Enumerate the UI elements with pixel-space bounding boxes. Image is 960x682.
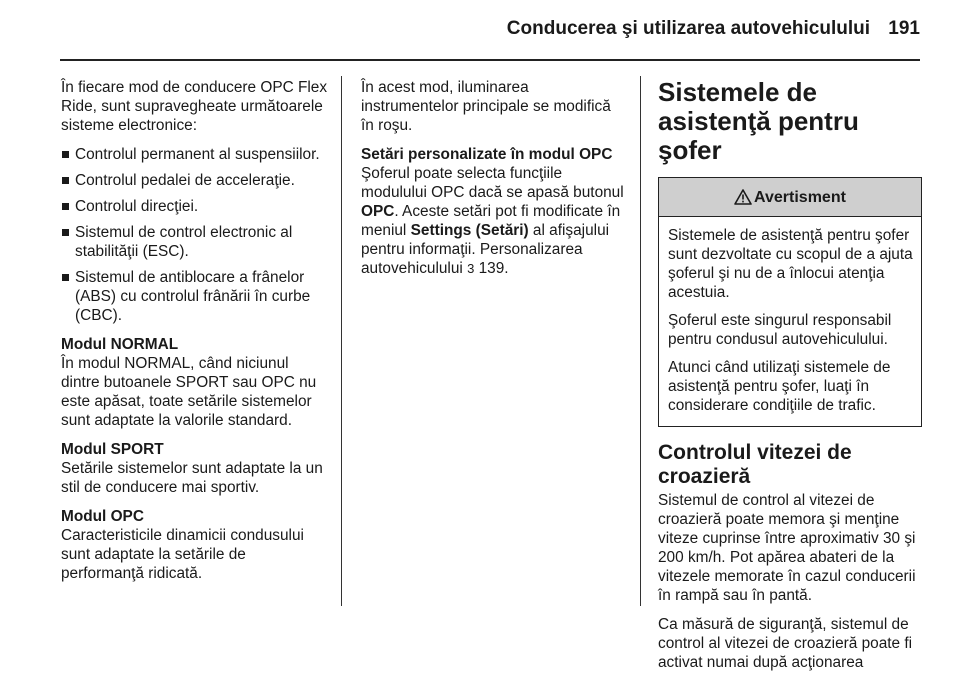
bullet-square-icon [62, 203, 69, 210]
warning-label: Avertisment [754, 188, 846, 206]
list-item: Controlul pedalei de acceleraţie. [61, 171, 331, 190]
normal-mode-text: În modul NORMAL, când niciunul dintre butoanele SPORT sau OPC nu este apăsat, toate setările sistemelor sunt adaptate la valorile standard. [61, 355, 317, 429]
cruise-control-paragraph: Ca măsură de siguranţă, sistemul de control al vitezei de croazieră poate fi activat numai după acţionarea [658, 616, 913, 671]
warning-paragraph: Sistemele de asistenţă pentru şofer sunt dezvoltate cu scopul de a ajuta şoferul şi nu de a înlocui atenţia acestuia. [668, 227, 913, 301]
column-2 [361, 78, 626, 288]
opc-mode-heading: Modul OPC [61, 508, 144, 525]
section-title: Sistemele de asistenţă pentru şofer [658, 77, 859, 165]
bullet-square-icon [62, 151, 69, 158]
intro-paragraph: În fiecare mod de conducere OPC Flex Ride, sunt supravegheate următoarele sisteme electronice: [61, 79, 328, 134]
list-item: Controlul direcţiei. [61, 197, 331, 216]
warning-body [659, 217, 921, 426]
column-divider-left [341, 76, 342, 606]
subsection-title: Controlul vitezei de croazieră [658, 441, 852, 488]
page-reference[interactable]: 139. [478, 260, 509, 277]
bullet-square-icon [62, 177, 69, 184]
list-item: Controlul permanent al suspensiilor. [61, 145, 331, 164]
header-rule [60, 59, 920, 61]
column-1 [61, 78, 331, 593]
warning-header [659, 178, 921, 217]
sport-mode-text: Setările sistemelor sunt adaptate la un stil de conducere mai sportiv. [61, 460, 323, 496]
illumination-paragraph: În acest mod, iluminarea instrumentelor principale se modifică în roşu. [361, 79, 611, 134]
list-item: Sistemul de antiblocare a frânelor (ABS) cu controlul frânării în curbe (CBC). [61, 268, 331, 325]
list-item: Sistemul de control electronic al stabilităţii (ESC). [61, 223, 331, 261]
normal-mode-heading: Modul NORMAL [61, 336, 179, 353]
sport-mode-heading: Modul SPORT [61, 441, 164, 458]
header-title: Conducerea şi utilizarea autovehiculului [506, 18, 870, 39]
warning-triangle-icon [734, 189, 752, 205]
bullet-square-icon [62, 274, 69, 281]
cruise-control-paragraph: Sistemul de control al vitezei de croazieră poate memora şi menţine viteze cuprinse între aproximativ 30 şi 200 km/h. Pot apărea abateri de la vitezele memorate în cazul conducerii în rampă sau în pantă. [658, 492, 916, 604]
settings-menu-name: Settings (Setări) [410, 222, 529, 239]
page-reference-arrow-icon: 3 [467, 261, 475, 276]
monitored-systems-list [61, 145, 331, 325]
opc-settings-heading: Setări personalizate în modul OPC [361, 146, 613, 163]
page-number: 191 [888, 18, 920, 39]
warning-box [658, 177, 922, 427]
opc-settings-paragraph: Şoferul poate selecta funcţiile modulului OPC dacă se apasă butonul OPC. Aceste setări pot fi modificate în meniul Settings (Setări) al afişajului pentru informaţii. Personalizarea autovehiculului 3 139. [361, 165, 624, 277]
opc-mode-text: Caracteristicile dinamicii condusului sunt adaptate la setările de performanţă ridicată. [61, 527, 304, 582]
warning-paragraph: Atunci când utilizaţi sistemele de asistenţă pentru şofer, luaţi în considerare condiţiile de trafic. [668, 359, 891, 414]
warning-paragraph: Şoferul este singurul responsabil pentru condusul autovehiculului. [668, 312, 892, 348]
column-divider-right [640, 76, 641, 606]
column-3 [658, 78, 922, 682]
opc-button-name: OPC [361, 203, 395, 220]
bullet-square-icon [62, 229, 69, 236]
